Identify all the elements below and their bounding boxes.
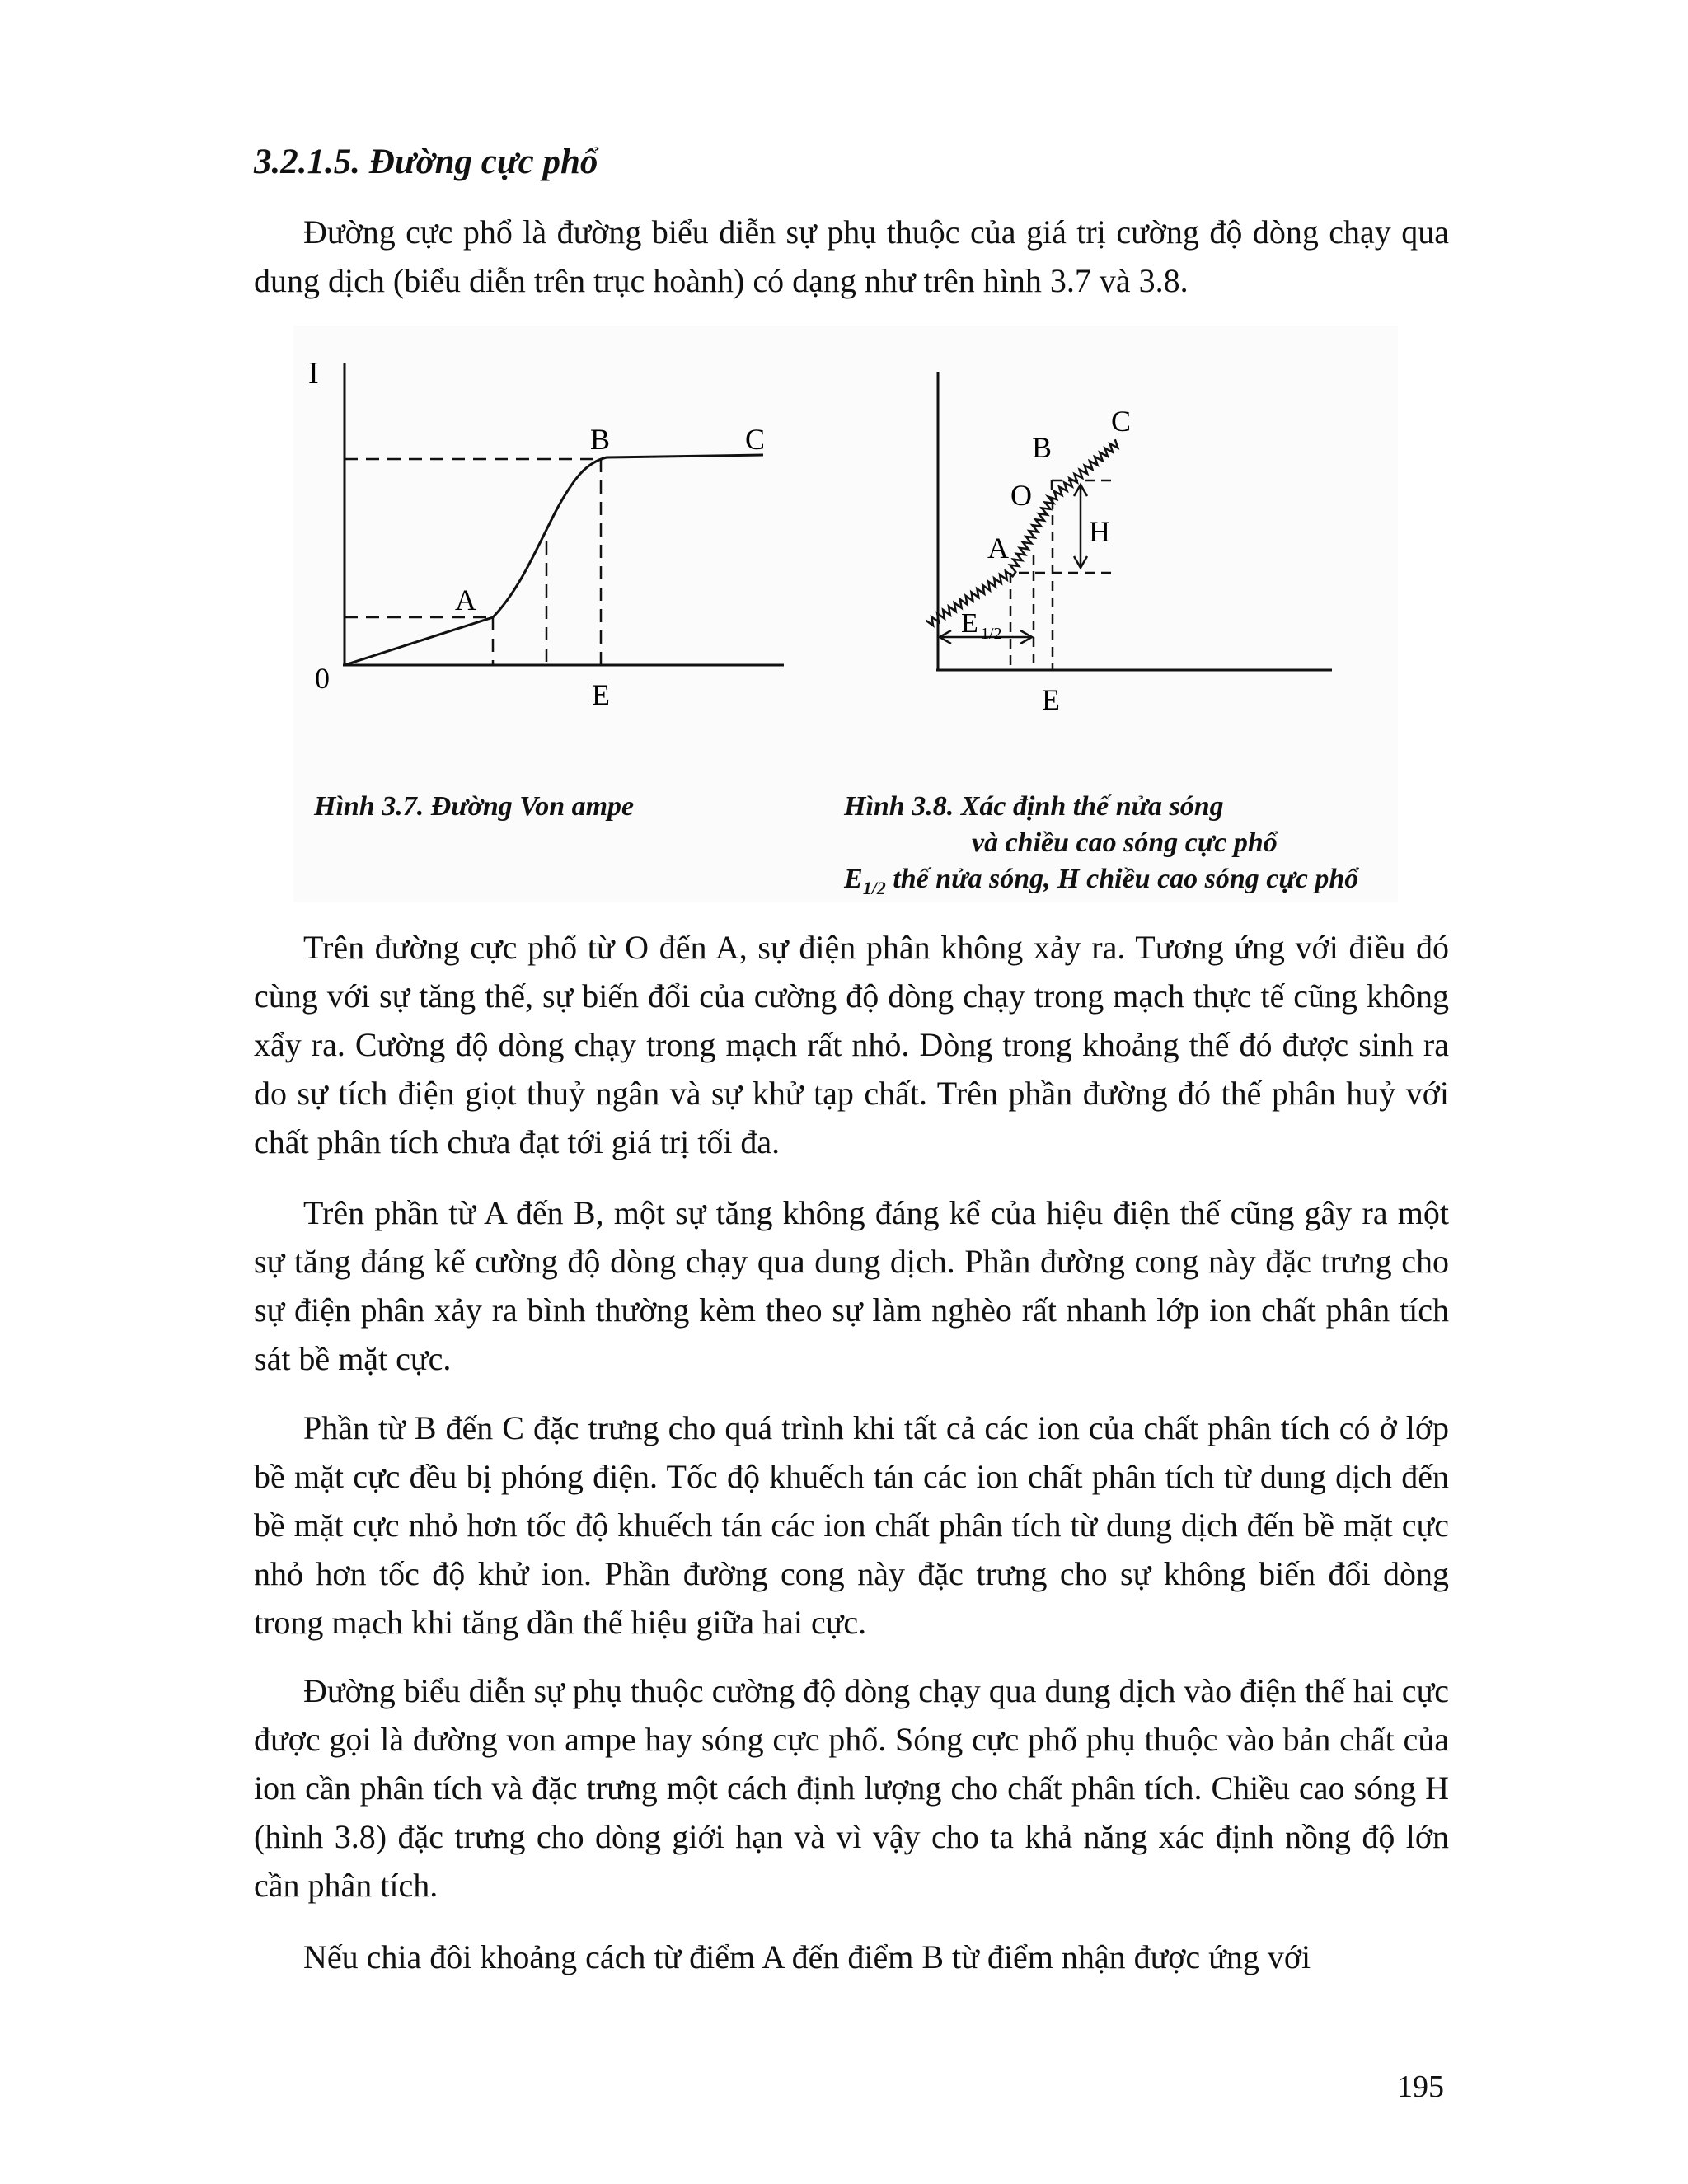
- figure-3-7-caption: Hình 3.7. Đường Von ampe: [314, 791, 635, 822]
- point-b-label: B: [590, 423, 611, 456]
- half-wave-subscript: 1/2: [981, 625, 1002, 643]
- point-o-label: O: [1010, 479, 1032, 512]
- figure-3-7-voltammogram: [293, 326, 804, 771]
- section-heading: 3.2.1.5. Đường cực phổ: [254, 143, 598, 181]
- x-axis-label: E: [1042, 683, 1060, 716]
- figure-3-8-caption: [844, 789, 1404, 907]
- paragraph-intro: Đường cực phổ là đường biểu diễn sự phụ thuộc của giá trị cường độ dòng chạy qua dung dịch (biểu diễn trên trục hoành) có dạng như trên hình 3.7 và 3.8.: [254, 213, 1449, 299]
- paragraph-a-to-b: Trên phần từ A đến B, một sự tăng không đáng kể của hiệu điện thế cũng gây ra một sự tăng đáng kể cường độ dòng chạy qua dung dịch. Phần đường cong này đặc trưng cho sự điện phân xảy ra bình thường kèm theo sự làm nghèo rất nhanh lớp ion chất phân tích sát bề mặt cực.: [254, 1194, 1449, 1377]
- point-b-label: B: [1032, 431, 1053, 464]
- caption-line-1: Hình 3.8. Xác định thế nửa sóng: [844, 791, 1224, 822]
- point-c-label: C: [1111, 405, 1132, 438]
- caption-line-3-text: thế nửa sóng, H chiều cao sóng cực phổ: [885, 864, 1359, 894]
- caption-line-2: và chiều cao sóng cực phổ: [972, 827, 1278, 858]
- wave-curve: [345, 455, 763, 665]
- page-number: 195: [1397, 2069, 1444, 2104]
- paragraph-o-to-a: Trên đường cực phổ từ O đến A, sự điện phân không xảy ra. Tương ứng với điều đó cùng với sự tăng thế, sự biến đổi của cường độ dòng chạy trong mạch thực tế cũng không xẩy ra. Cường độ dòng chạy trong mạch rất nhỏ. Dòng trong khoảng thế đó được sinh ra do sự tích điện giọt thuỷ ngân và sự khử tạp chất. Trên phần đường đó thế phân huỷ với chất phân tích chưa đạt tới giá trị tối đa.: [254, 929, 1449, 1160]
- point-a-label: A: [455, 583, 476, 616]
- caption-e-subscript: 1/2: [862, 877, 886, 898]
- caption-e-symbol: E: [844, 864, 863, 894]
- y-axis-label: I: [308, 356, 319, 391]
- paragraph-half-distance: Nếu chia đôi khoảng cách từ điểm A đến điểm B từ điểm nhận được ứng với: [303, 1938, 1311, 1975]
- point-a-label: A: [987, 532, 1009, 565]
- x-axis-label: E: [592, 678, 610, 711]
- origin-label: 0: [315, 662, 330, 695]
- caption-line-3: [844, 861, 1404, 907]
- point-c-label: C: [745, 423, 766, 456]
- half-wave-label: E: [961, 608, 978, 639]
- paragraph-wave-definition: Đường biểu diễn sự phụ thuộc cường độ dòng chạy qua dung dịch vào điện thế hai cực được gọi là đường von ampe hay sóng cực phổ. Sóng cực phổ phụ thuộc vào bản chất của ion cần phân tích và đặc trưng một cách định lượng cho chất phân tích. Chiều cao sóng H (hình 3.8) đặc trưng cho dòng giới hạn và vì vậy cho ta khả năng xác định nồng độ lớn cần phân tích.: [254, 1672, 1449, 1904]
- height-label: H: [1089, 515, 1110, 548]
- figures-panel: [293, 326, 1398, 902]
- figure-3-8-half-wave: [887, 326, 1398, 771]
- paragraph-b-to-c: Phần từ B đến C đặc trưng cho quá trình khi tất cả các ion của chất phân tích có ở lớp bề mặt cực đều bị phóng điện. Tốc độ khuếch tán các ion chất phân tích từ dung dịch đến bề mặt cực nhỏ hơn tốc độ khuếch tán các ion chất phân tích từ dung dịch đến bề mặt cực nhỏ hơn tốc độ khử ion. Phần đường cong này đặc trưng cho sự không biến đổi dòng trong mạch khi tăng dần thế hiệu giữa hai cực.: [254, 1409, 1449, 1641]
